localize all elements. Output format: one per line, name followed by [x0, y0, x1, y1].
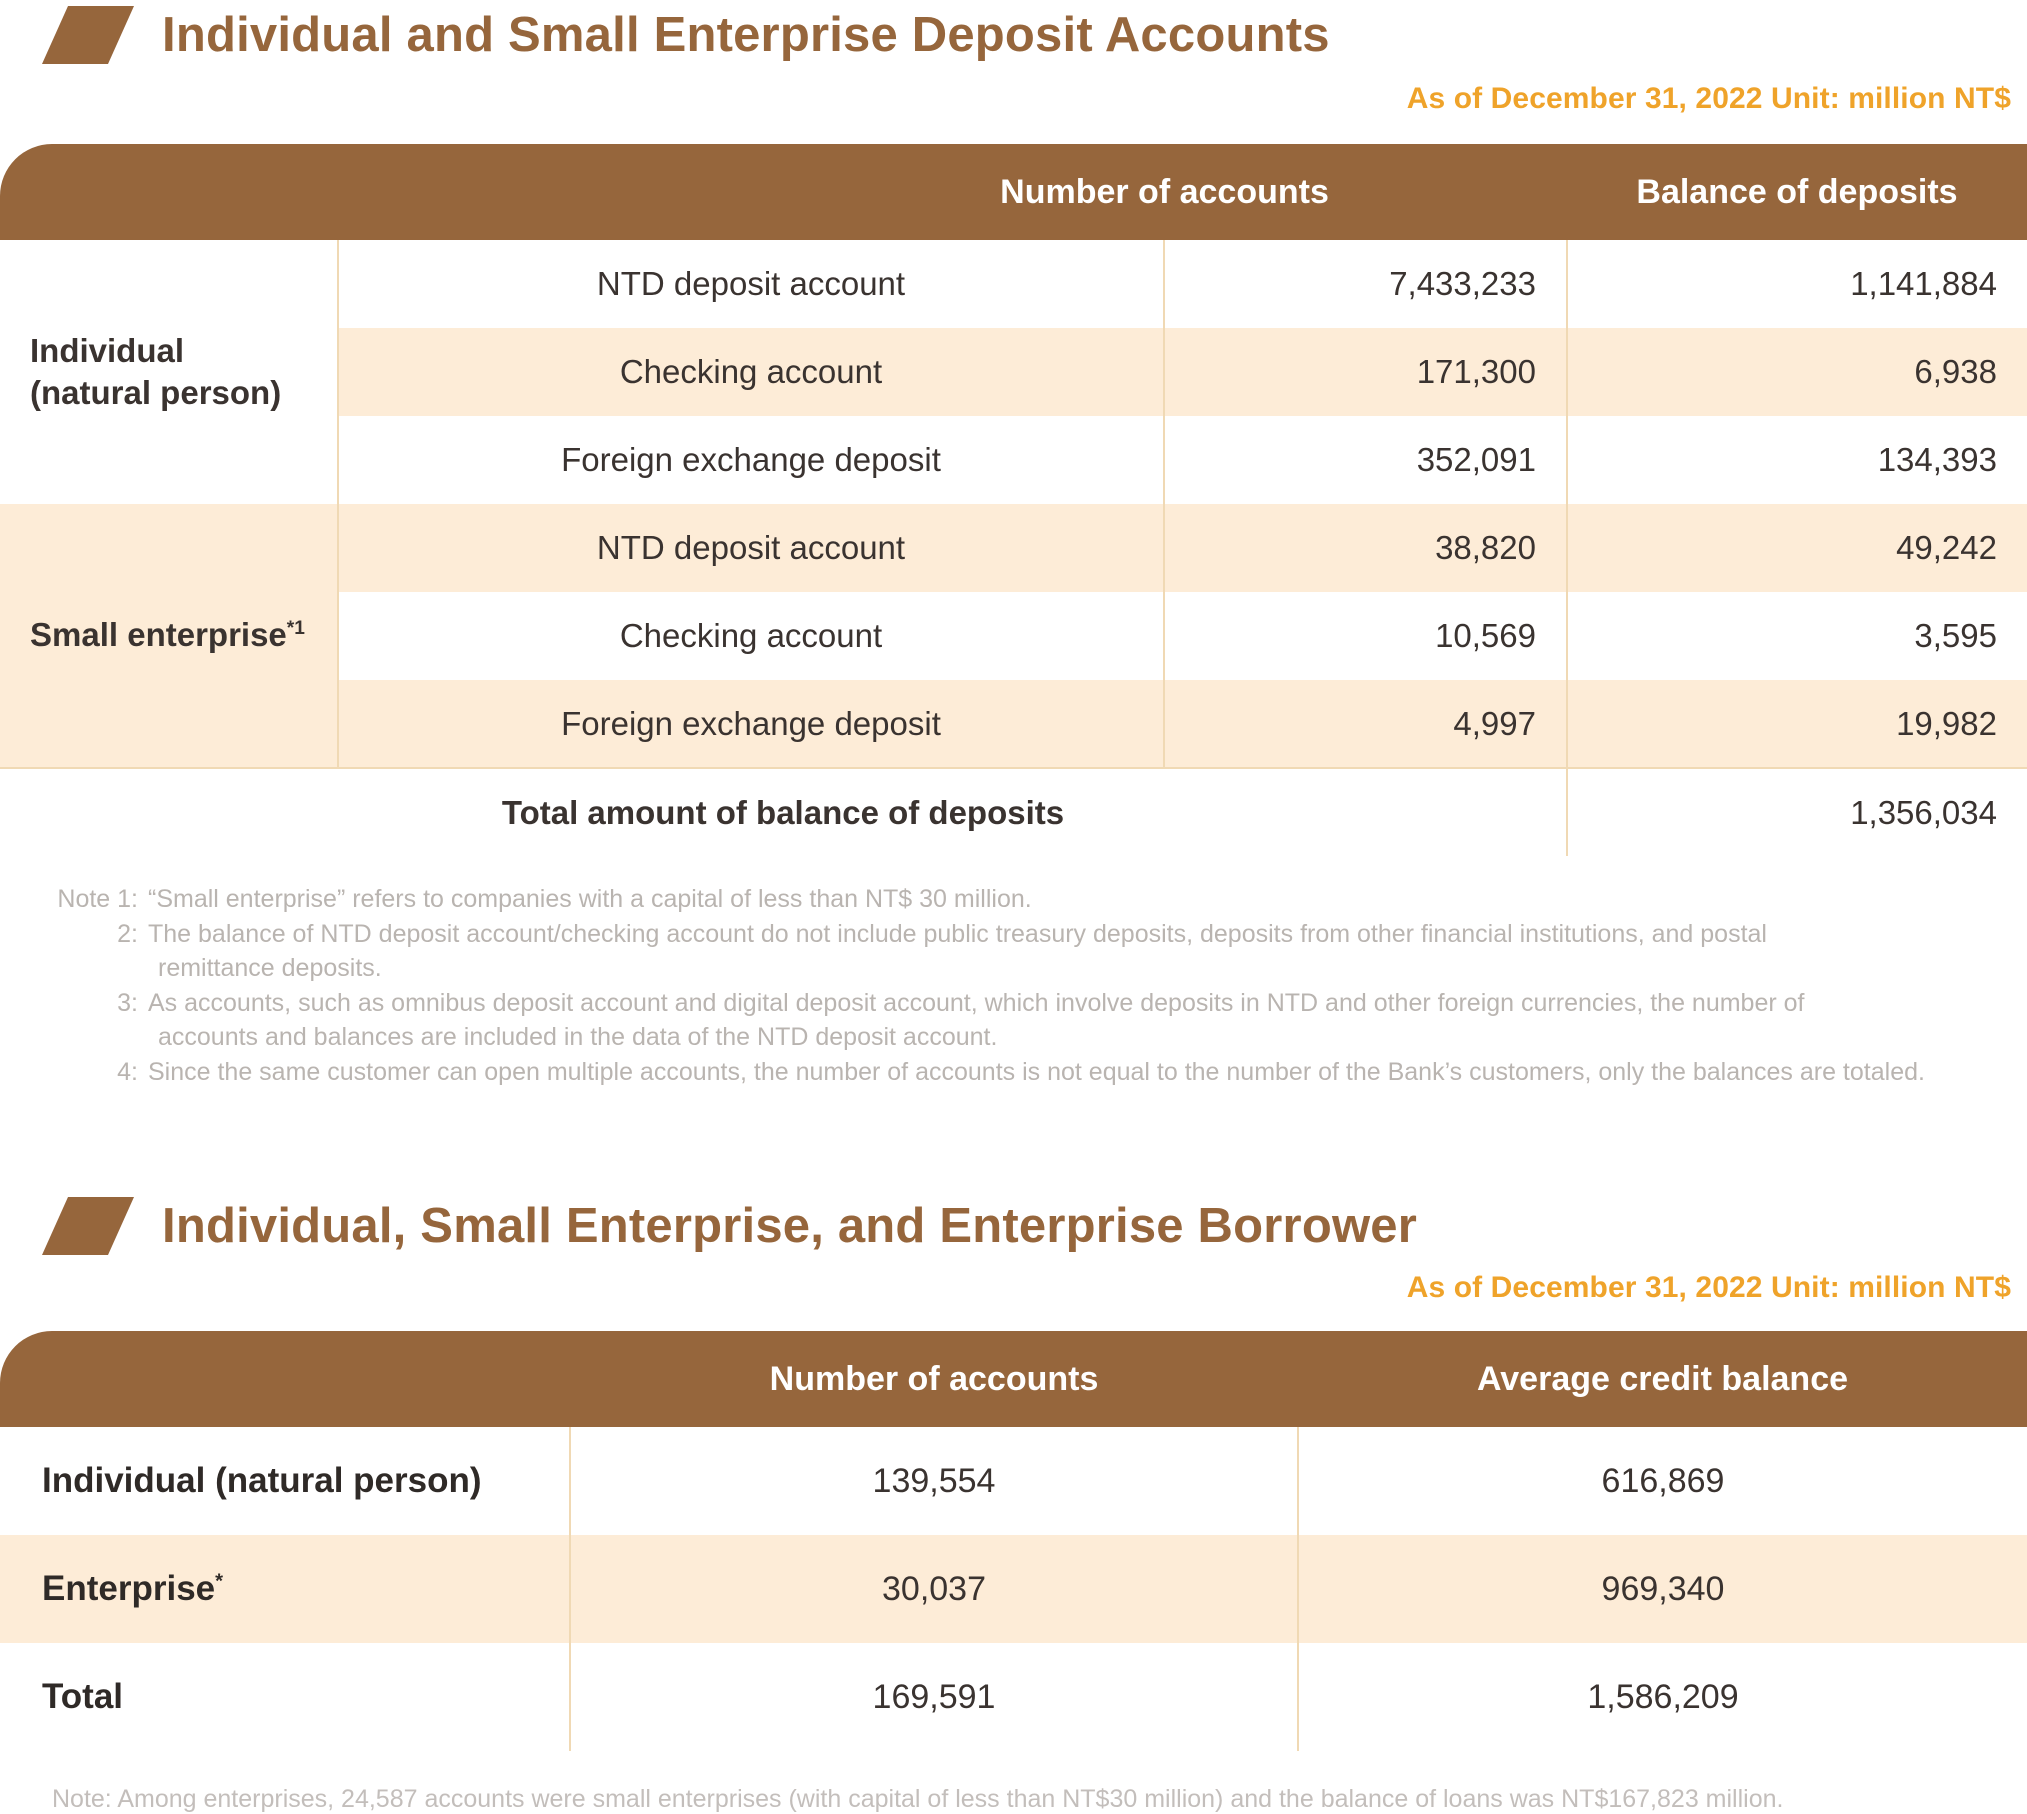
- row-accounts-value: 169,591: [570, 1643, 1298, 1751]
- note-text: Since the same customer can open multiple accounts, the number of accounts is not equal to the number of the Bank’s customers, only the balances are totaled.: [148, 1057, 1925, 1086]
- slash-mark-icon: [42, 6, 134, 64]
- deposit-accounts-table: [0, 144, 2027, 856]
- note-item: [52, 1055, 1987, 1090]
- row-accounts-value: 4,997: [1164, 680, 1567, 768]
- row-balance-value: 134,393: [1567, 416, 2027, 504]
- note-key: 3:: [117, 988, 138, 1017]
- row-label-individual: [0, 1427, 570, 1535]
- table-header-row: [0, 1331, 2027, 1427]
- row-label-text: Enterprise: [42, 1569, 216, 1608]
- total-label: Total amount of balance of deposits: [0, 768, 1567, 856]
- total-value: 1,356,034: [1567, 768, 2027, 856]
- row-label-total: [0, 1643, 570, 1751]
- row-accounts-value: 38,820: [1164, 504, 1567, 592]
- footnote-marker: *: [215, 1570, 224, 1593]
- row-label-text: Individual (natural person): [42, 1461, 482, 1500]
- table-row: [0, 1643, 2027, 1751]
- row-item-label: Foreign exchange deposit: [338, 416, 1164, 504]
- row-balance-value: 3,595: [1567, 592, 2027, 680]
- as-of-label-2: As of December 31, 2022 Unit: million NT$: [1406, 1271, 2011, 1304]
- row-accounts-value: 352,091: [1164, 416, 1567, 504]
- table-row: [0, 1535, 2027, 1643]
- category-individual: [0, 240, 338, 504]
- row-accounts-value: 30,037: [570, 1535, 1298, 1643]
- row-balance-value: 6,938: [1567, 328, 2027, 416]
- note-text-continued: accounts and balances are included in the data of the NTD deposit account.: [158, 1023, 998, 1051]
- row-accounts-value: 10,569: [1164, 592, 1567, 680]
- header-blank: [0, 144, 762, 240]
- row-accounts-value: 139,554: [570, 1427, 1298, 1535]
- header-number-of-accounts: Number of accounts: [762, 144, 1567, 240]
- bottom-note: Note: Among enterprises, 24,587 accounts were small enterprises (with capital of less than NT$30 million) and the balance of loans was NT$167,823 million.: [52, 1785, 1784, 1813]
- deposit-accounts-table-wrap: [0, 144, 2027, 856]
- header-blank-2: [0, 1331, 570, 1427]
- page-title-1: Individual and Small Enterprise Deposit Accounts: [162, 8, 1330, 62]
- row-item-label: Checking account: [338, 328, 1164, 416]
- note-item: [52, 986, 1987, 1021]
- section-1-header: [0, 6, 2027, 64]
- row-item-label: Checking account: [338, 592, 1164, 680]
- note-key: Note 1:: [57, 885, 138, 913]
- row-balance-value: 616,869: [1298, 1427, 2027, 1535]
- row-item-label: NTD deposit account: [338, 504, 1164, 592]
- category-small-enterprise-label: Small enterprise: [30, 616, 287, 654]
- table-row: [0, 504, 2027, 592]
- row-item-label: NTD deposit account: [338, 240, 1164, 328]
- borrower-table-wrap: [0, 1331, 2027, 1751]
- note-key: 2:: [117, 919, 138, 948]
- row-balance-value: 1,586,209: [1298, 1643, 2027, 1751]
- header-number-of-accounts-2: Number of accounts: [570, 1331, 1298, 1427]
- header-average-credit-balance: Average credit balance: [1298, 1331, 2027, 1427]
- note-text: As accounts, such as omnibus deposit account and digital deposit account, which involve deposits in NTD and other foreign currencies, the number of: [148, 988, 1805, 1017]
- row-accounts-value: 7,433,233: [1164, 240, 1567, 328]
- page-title-2: Individual, Small Enterprise, and Enterprise Borrower: [162, 1199, 1417, 1253]
- note-text-continued: remittance deposits.: [158, 954, 382, 982]
- row-balance-value: 1,141,884: [1567, 240, 2027, 328]
- total-row: [0, 768, 2027, 856]
- note-key: 4:: [117, 1057, 138, 1086]
- row-balance-value: 969,340: [1298, 1535, 2027, 1643]
- category-individual-line2: (natural person): [30, 374, 282, 411]
- note-text: “Small enterprise” refers to companies with a capital of less than NT$ 30 million.: [148, 885, 1032, 913]
- footnote-marker: *1: [286, 618, 305, 640]
- table-header-row: [0, 144, 2027, 240]
- note-item: [52, 882, 1987, 917]
- category-small-enterprise: [0, 504, 338, 768]
- note-text: The balance of NTD deposit account/checking account do not include public treasury deposits, deposits from other financial institutions, and postal: [148, 919, 1767, 948]
- note-item: [52, 917, 1987, 952]
- slash-mark-icon: [42, 1197, 134, 1255]
- category-individual-line1: Individual: [30, 331, 185, 369]
- row-label-text: Total: [42, 1677, 124, 1716]
- table-row: [0, 240, 2027, 328]
- row-balance-value: 19,982: [1567, 680, 2027, 768]
- row-accounts-value: 171,300: [1164, 328, 1567, 416]
- as-of-label-1: As of December 31, 2022 Unit: million NT$: [1406, 82, 2011, 115]
- notes-block-1: [0, 882, 2027, 1089]
- row-item-label: Foreign exchange deposit: [338, 680, 1164, 768]
- section-2-header: [0, 1197, 2027, 1255]
- row-balance-value: 49,242: [1567, 504, 2027, 592]
- table-row: [0, 1427, 2027, 1535]
- borrower-table: [0, 1331, 2027, 1751]
- row-label-enterprise: [0, 1535, 570, 1643]
- header-balance-of-deposits: Balance of deposits: [1567, 144, 2027, 240]
